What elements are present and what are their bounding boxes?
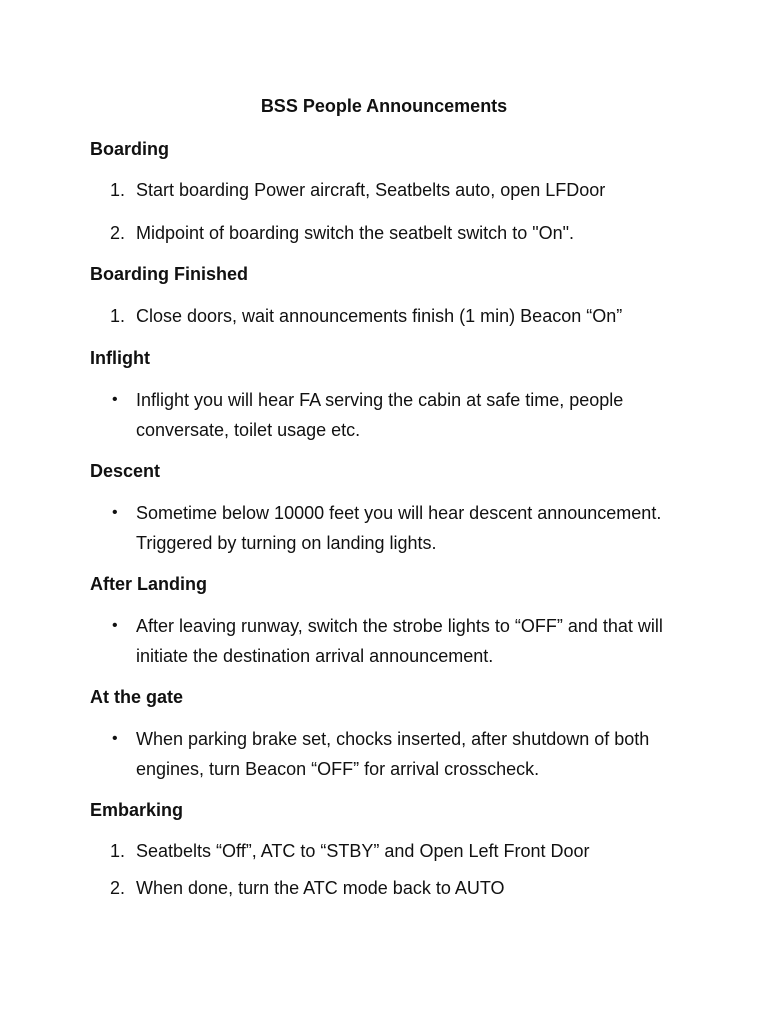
bullet-icon: •	[112, 504, 118, 521]
list-item	[90, 385, 690, 445]
list-item	[90, 611, 690, 671]
list-item-text: Seatbelts “Off”, ATC to “STBY” and Open Left Front Door	[136, 841, 590, 861]
bullet-icon: •	[112, 391, 118, 408]
section-heading-boarding: Boarding	[90, 139, 169, 159]
list-item-text: Start boarding Power aircraft, Seatbelts auto, open LFDoor	[136, 180, 606, 200]
list-number: 1.	[110, 180, 126, 200]
list-item	[90, 498, 690, 558]
document-title: BSS People Announcements	[260, 96, 508, 116]
list-item	[90, 175, 690, 205]
list-number: 1.	[110, 306, 126, 326]
list-item	[90, 301, 690, 331]
list-item-text: When done, turn the ATC mode back to AUTO	[136, 878, 505, 898]
list-number: 2.	[110, 878, 126, 898]
list-item	[90, 873, 690, 903]
section-heading-boarding-finished: Boarding Finished	[90, 264, 249, 284]
section-heading-descent: Descent	[90, 461, 161, 481]
list-item-text: Midpoint of boarding switch the seatbelt switch to "On".	[136, 223, 575, 243]
bullet-icon: •	[112, 730, 118, 747]
list-item	[90, 218, 690, 248]
list-item-text: Sometime below 10000 feet you will hear descent announcement. Triggered by turning on landing lights.	[136, 503, 662, 553]
section-heading-inflight: Inflight	[90, 348, 150, 368]
section-heading-at-the-gate: At the gate	[90, 687, 184, 707]
list-number: 2.	[110, 223, 126, 243]
list-item-text: Close doors, wait announcements finish (1 min) Beacon “On”	[136, 306, 623, 326]
list-number: 1.	[110, 841, 126, 861]
list-item-text: When parking brake set, chocks inserted, after shutdown of both engines, turn Beacon “OFF” for arrival crosscheck.	[136, 729, 650, 779]
list-item-text: After leaving runway, switch the strobe lights to “OFF” and that will initiate the destination arrival announcement.	[136, 616, 663, 666]
list-item-text: Inflight you will hear FA serving the cabin at safe time, people conversate, toilet usage etc.	[136, 390, 624, 440]
list-item	[90, 724, 690, 784]
section-heading-after-landing: After Landing	[90, 574, 207, 594]
section-heading-embarking: Embarking	[90, 800, 184, 820]
bullet-icon: •	[112, 617, 118, 634]
list-item	[90, 836, 690, 866]
